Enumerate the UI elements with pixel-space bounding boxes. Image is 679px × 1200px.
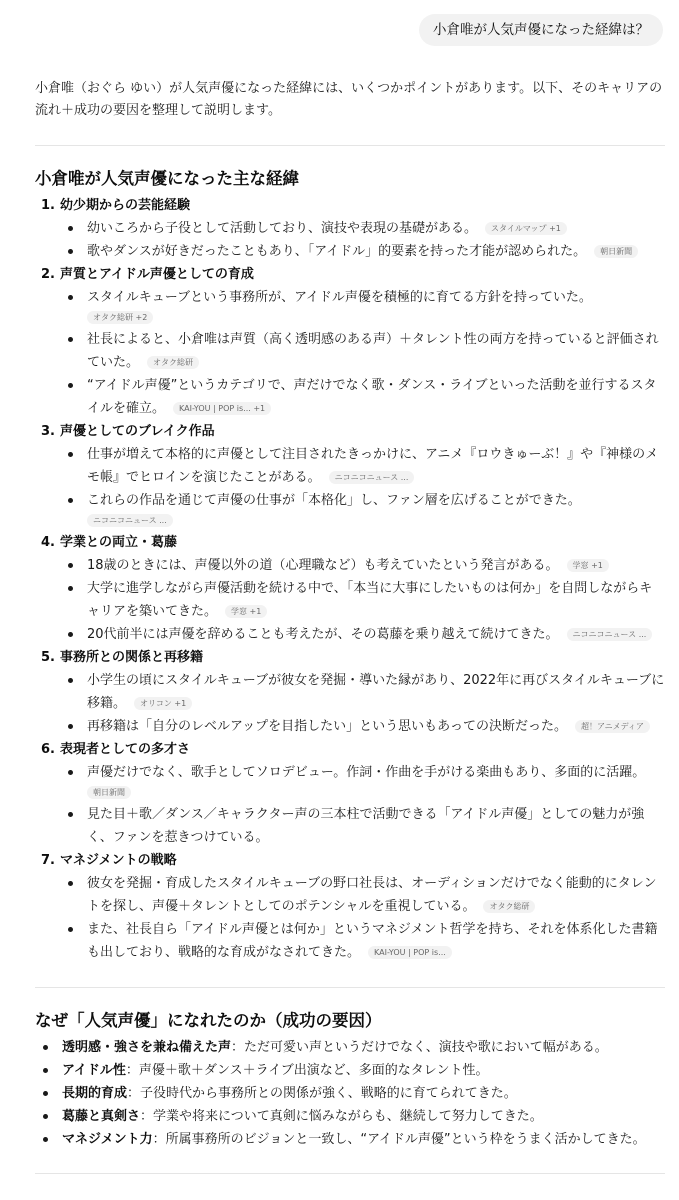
bullet-text: 声優だけでなく、歌手としてソロデビュー。作詞・作曲を手がける楽曲もあり、多面的に活躍。	[87, 765, 646, 780]
factor-text: ：ただ可愛い声というだけでなく、演技や歌において幅がある。	[231, 1040, 608, 1055]
bullet-text: 大学に進学しながら声優活動を続ける中で、「本当に大事にしたいものは何か」を自問しながらキャリアを築いてきた。	[87, 581, 653, 619]
bullet-text: 再移籍は「自分のレベルアップを目指したい」という思いもあっての決断だった。	[87, 719, 567, 734]
step-number: 1.	[41, 198, 55, 213]
bullet-text: 仕事が増えて本格的に声優として注目されたきっかけに、アニメ『ロウきゅーぶ！』や『神様のメモ帳』でヒロインを演じたことがある。	[87, 447, 659, 485]
source-citation-chip[interactable]: 学窓 +1	[225, 605, 267, 618]
divider	[35, 1173, 665, 1174]
intro-paragraph: 小倉唯（おぐら ゆい）が人気声優になった経緯には、いくつかポイントがあります。以下、そのキャリアの流れ＋成功の要因を整理して説明します。	[35, 81, 663, 118]
source-citation-chip[interactable]: KAI-YOU | POP is...	[368, 946, 452, 959]
success-factor	[35, 1059, 665, 1082]
factor-label: 葛藤と真剣さ	[62, 1109, 141, 1124]
source-citation-chip[interactable]: オタク総研	[483, 900, 535, 913]
bullet-item	[60, 554, 665, 577]
success-factors-list	[35, 1036, 665, 1151]
bullet-item	[60, 240, 665, 263]
bullet-item	[60, 286, 665, 324]
source-citation-chip[interactable]: 朝日新聞	[87, 786, 131, 799]
bullet-item	[60, 669, 665, 715]
step-number: 7.	[41, 853, 55, 868]
bullet-text: スタイルキューブという事務所が、アイドル声優を積極的に育てる方針を持っていた。	[87, 290, 592, 305]
section-heading-career: 小倉唯が人気声優になった主な経緯	[35, 169, 299, 188]
divider	[35, 987, 665, 988]
success-factor	[35, 1082, 665, 1105]
factor-text: ：所属事務所のビジョンと一致し、“アイドル声優”という枠をうまく活かしてきた。	[152, 1132, 646, 1147]
bullet-item	[60, 872, 665, 918]
bullet-item	[60, 443, 665, 489]
source-citation-chip[interactable]: KAI-YOU | POP is... +1	[173, 402, 271, 415]
bullet-text: 社長によると、小倉唯は声質（高く透明感のある声）＋タレント性の両方を持っていると評価されていた。	[87, 332, 659, 370]
step-number: 2.	[41, 267, 55, 282]
source-citation-chip[interactable]: オタク総研 +2	[87, 311, 153, 324]
bullet-text: また、社長自ら「アイドル声優とは何か」というマネジメント哲学を持ち、それを体系化した書籍も出しており、戦略的な育成がなされてきた。	[87, 922, 658, 960]
bullet-item	[60, 918, 665, 964]
assistant-response	[35, 78, 665, 1174]
bullet-item	[60, 374, 665, 420]
factor-text: ：声優＋歌＋ダンス＋ライブ出演など、多面的なタレント性。	[125, 1063, 489, 1078]
factor-label: 長期的育成	[62, 1086, 128, 1101]
factor-label: 透明感・強さを兼ね備えた声	[62, 1040, 232, 1055]
career-step	[35, 738, 665, 849]
step-number: 4.	[41, 535, 55, 550]
step-title: 声質とアイドル声優としての育成	[60, 267, 254, 282]
bullet-item	[60, 328, 665, 374]
source-citation-chip[interactable]: 朝日新聞	[594, 245, 638, 258]
career-step	[35, 849, 665, 964]
bullet-text: 彼女を発掘・育成したスタイルキューブの野口社長は、オーディションだけでなく能動的にタレントを探し、声優＋タレントとしてのポテンシャルを重視している。	[87, 876, 657, 914]
divider	[35, 145, 665, 146]
career-step	[35, 420, 665, 527]
factor-label: アイドル性	[62, 1063, 126, 1078]
step-title: 事務所との関係と再移籍	[60, 650, 204, 665]
step-bullets	[60, 669, 665, 738]
bullet-item	[60, 803, 665, 849]
factor-label: マネジメント力	[62, 1132, 153, 1147]
success-factor	[35, 1036, 665, 1059]
step-bullets	[60, 872, 665, 964]
step-number: 6.	[41, 742, 55, 757]
step-number: 5.	[41, 650, 55, 665]
career-step	[35, 263, 665, 420]
bullet-item	[60, 489, 665, 527]
step-title: 学業との両立・葛藤	[60, 535, 178, 550]
source-citation-chip[interactable]: ニコニコニュース ...	[87, 514, 173, 527]
success-factor	[35, 1128, 665, 1151]
career-steps-list	[35, 194, 665, 964]
source-citation-chip[interactable]: オタク総研	[147, 356, 199, 369]
source-citation-chip[interactable]: オリコン +1	[134, 697, 192, 710]
career-step	[35, 646, 665, 738]
factor-text: ：学業や将来について真剣に悩みながらも、継続して努力してきた。	[140, 1109, 543, 1124]
bullet-text: “アイドル声優”というカテゴリで、声だけでなく歌・ダンス・ライブといった活動を並行するスタイルを確立。	[87, 378, 657, 416]
career-step	[35, 194, 665, 263]
step-bullets	[60, 217, 665, 263]
step-title: 声優としてのブレイク作品	[60, 424, 215, 439]
bullet-text: 見た目＋歌／ダンス／キャラクター声の三本柱で活動できる「アイドル声優」としての魅力が強く、ファンを惹きつけている。	[87, 807, 645, 845]
bullet-item	[60, 715, 665, 738]
factor-text: ：子役時代から事務所との関係が強く、戦略的に育てられてきた。	[127, 1086, 517, 1101]
bullet-text: 20代前半には声優を辞めることも考えたが、その葛藤を乗り越えて続けてきた。	[87, 627, 559, 642]
step-bullets	[60, 443, 665, 527]
user-message-bubble: 小倉唯が人気声優になった経緯は？	[419, 14, 663, 46]
success-factor	[35, 1105, 665, 1128]
bullet-item	[60, 577, 665, 623]
source-citation-chip[interactable]: ニコニコニュース ...	[567, 628, 653, 641]
source-citation-chip[interactable]: ニコニコニュース ...	[329, 471, 415, 484]
bullet-text: 18歳のときには、声優以外の道（心理職など）も考えていたという発言がある。	[87, 558, 559, 573]
source-citation-chip[interactable]: スタイルマップ +1	[485, 222, 567, 235]
step-bullets	[60, 761, 665, 849]
bullet-item	[60, 761, 665, 799]
step-number: 3.	[41, 424, 55, 439]
step-title: 幼少期からの芸能経験	[60, 198, 191, 213]
bullet-text: 小学生の頃にスタイルキューブが彼女を発掘・導いた縁があり、2022年に再びスタイルキューブに移籍。	[87, 673, 665, 711]
source-citation-chip[interactable]: 学窓 +1	[567, 559, 609, 572]
bullet-text: 歌やダンスが好きだったこともあり、「アイドル」的要素を持った才能が認められた。	[87, 244, 587, 259]
section-heading-success-factors: なぜ「人気声優」になれたのか（成功の要因）	[35, 1011, 382, 1030]
bullet-item	[60, 217, 665, 240]
bullet-text: 幼いころから子役として活動しており、演技や表現の基礎がある。	[87, 221, 478, 236]
career-step	[35, 531, 665, 646]
step-bullets	[60, 286, 665, 420]
step-title: マネジメントの戦略	[60, 853, 177, 868]
source-citation-chip[interactable]: 超！アニメディア	[575, 720, 650, 733]
step-bullets	[60, 554, 665, 646]
step-title: 表現者としての多才さ	[60, 742, 191, 757]
bullet-text: これらの作品を通じて声優の仕事が「本格化」し、ファン層を広げることができた。	[87, 493, 581, 508]
bullet-item	[60, 623, 665, 646]
